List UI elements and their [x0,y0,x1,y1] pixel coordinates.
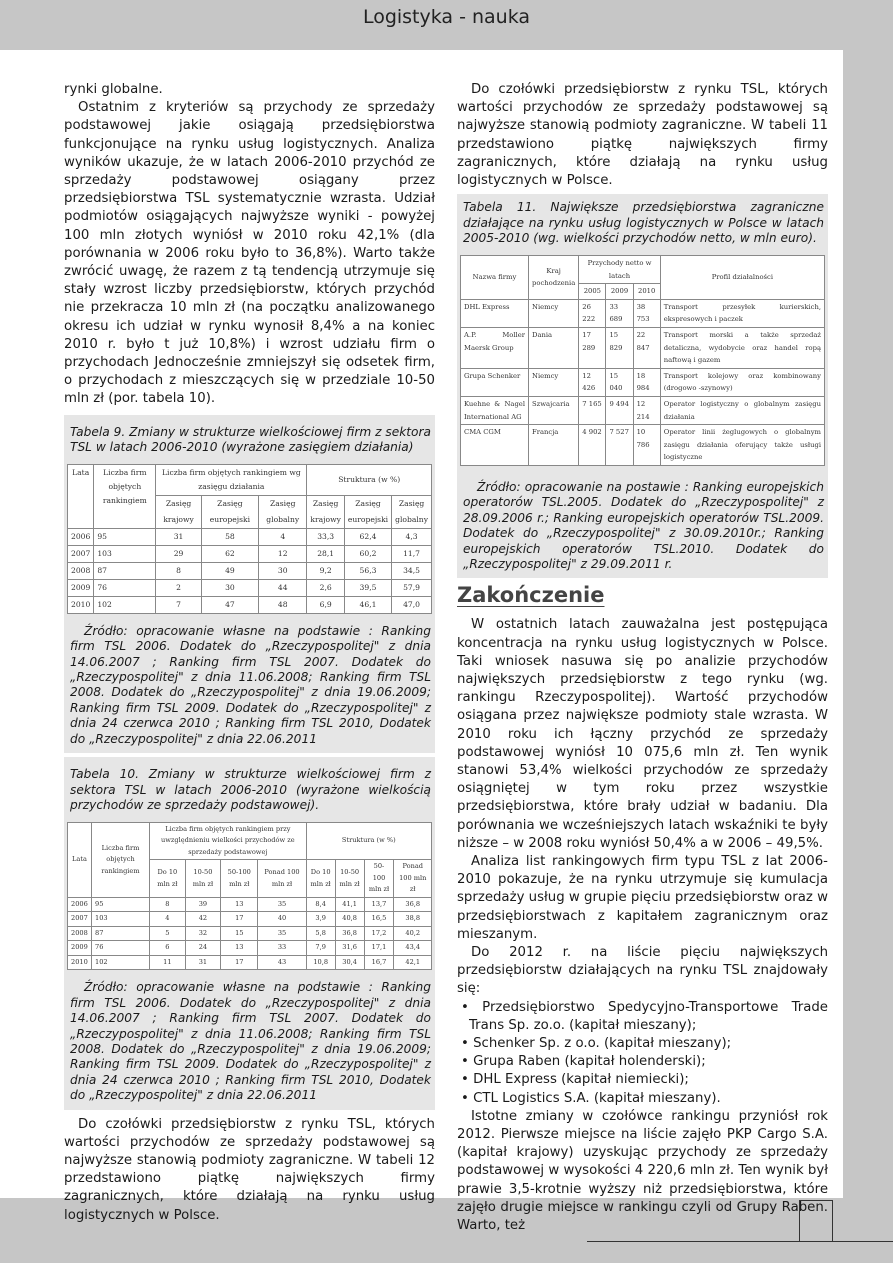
table-cell: 7,9 [306,941,335,956]
table-cell: 17 [221,955,258,970]
table-row [68,579,432,596]
table-cell: 43,4 [394,941,432,956]
table-cell: 42 [185,912,220,927]
bullet-list [457,999,828,1108]
table-10-caption: Tabela 10. Zmiany w strukturze wielkościowej firm z sektora TSL w latach 2006-2010 (wyrażone wielkością przychodów ze sprzedaży podstawowej). [64,757,435,820]
table-cell: 76 [92,941,150,956]
col-header: Profil działalności [660,256,824,300]
list-item [457,1053,828,1071]
table-cell: 38,8 [394,912,432,927]
table-cell: 47,0 [392,596,432,613]
table-cell: 8 [156,562,201,579]
table-row [68,912,432,927]
col-header: Liczba firm objętych rankingiem przy uwzględnieniu wielkości przychodów ze sprzedaży podstawowej [150,822,307,860]
col-header: Przychody netto w latach [579,256,660,284]
table-cell: 29 [156,545,201,562]
col-subheader: europejski [201,512,258,529]
col-subheader: 2005 [579,284,606,300]
col-header: Nazwa firmy [461,256,529,300]
table-cell: Szwajcaria [529,396,579,424]
col-subheader: krajowy [307,512,344,529]
table-row [461,425,825,466]
list-item [457,1071,828,1089]
paragraph: Istotne zmiany w czołówce rankingu przyniósł rok 2012. Pierwsze miejsce na liście zajęło PKP Cargo S.A. (kapitał krajowy) uzyskując przychody ze sprzedaży podstawowej w wysokości 4 220,6 mln zł. Ten wynik był prawie 3,5-krotnie wyższy niż przedsiębiorstwa, które zajęło drugie miejsce w rankingu czyli od Grupy Raben. Warto, też [457,1108,828,1234]
table-cell: 87 [92,926,150,941]
col-subheader: Zasięg [156,495,201,512]
table-cell: 33,3 [307,528,344,545]
paragraph: Do czołówki przedsiębiorstw z rynku TSL, których wartości przychodów ze sprzedaży podstawowej są najwyższe stanowią podmioty zagraniczne. W tabeli 11 przedstawiono piątkę największych firmy zagranicznych, które działają na rynku usług logistycznych w Polsce. [457,82,828,189]
table-cell: 8 [150,897,186,912]
table-cell: 30 [201,579,258,596]
section-heading: Zakończenie [457,583,605,608]
table-cell: 36,8 [335,926,364,941]
bullet-icon: • [461,999,483,1015]
table-cell: 2008 [68,562,94,579]
table-cell: 2009 [68,941,92,956]
table-cell: 18 984 [633,368,660,396]
table-cell: 7 [156,596,201,613]
table-cell: Grupa Schenker [461,368,529,396]
col-subheader: Zasięg [259,495,307,512]
paragraph: Do 2012 r. na liście pięciu największych przedsiębiorstw działających na rynku TSL znajdowały się: [457,945,828,997]
table-cell: Niemcy [529,368,579,396]
table-cell: 31 [156,528,201,545]
table-cell: 31 [185,955,220,970]
left-column [64,81,435,1225]
table-cell: 17,2 [364,926,394,941]
table-cell: 11 [150,955,186,970]
col-header: Lata [68,822,92,897]
table-cell: A.P. Moller Maersk Group [461,327,529,368]
table-cell: Transport przesyłek kurierskich, ekspresowych i paczek [660,299,824,327]
table-cell: 103 [94,545,156,562]
table-cell: 102 [94,596,156,613]
table-cell: 10,8 [306,955,335,970]
list-item-text: Przedsiębiorstwo Spedycyjno-Transportowe Trade Trans Sp. zo.o. (kapitał mieszany); [469,999,828,1033]
list-item [457,999,828,1035]
table-cell: 33 689 [606,299,633,327]
table-cell: 40 [258,912,306,927]
col-subheader: globalny [392,512,432,529]
col-header: Liczba firm objętych rankingiem [94,464,156,528]
table-11-caption: Tabela 11. Największe przedsiębiorstwa zagraniczne działające na rynku usług logistycznych w Polsce w latach 2005-2010 (wg. wielkości przychodów netto, w mln euro). [457,194,828,253]
col-subheader: Zasięg [307,495,344,512]
table-cell: 47 [201,596,258,613]
table-cell: 26 222 [579,299,606,327]
table-cell: 49 [201,562,258,579]
table-cell: 9 494 [606,396,633,424]
table-cell: 4 [150,912,186,927]
table-cell: CMA CGM [461,425,529,466]
col-subheader: Zasięg [392,495,432,512]
bullet-icon: • [461,1036,474,1052]
table-9-block [64,415,435,753]
list-item-text: CTL Logistics S.A. (kapitał mieszany). [473,1090,721,1106]
table-cell: 11,7 [392,545,432,562]
table-cell: 17 [221,912,258,927]
table-cell: 76 [94,579,156,596]
table-cell: 2006 [68,897,92,912]
table-row [68,596,432,613]
col-header: Kraj pochodzenia [529,256,579,300]
table-cell: 36,8 [394,897,432,912]
table-cell: 87 [94,562,156,579]
paragraph: W ostatnich latach zauważalna jest postępująca koncentracja na rynku usług logistycznych w Polsce. Taki wniosek nasuwa się po analizie przychodów największych przedsiębiorstw z tego rynku (wg. rankingu Rzeczypospolitej). Wartość przychodów osiągana przez największe podmioty stale wzrasta. W 2010 roku ich łączny przychód ze sprzedaży podstawowej wyniósł 10 075,6 mln zł. Ten wynik stanowi 53,4% wielkości przychodów ze sprzedaży osiągniętej w tym roku przez wszystkie przedsiębiorstwa, które brały udział w badaniu. Dla porównania we wcześniejszych latach wskaźniki te były niższe – w 2008 roku wyniósł 50,4% a w 2006 – 49,5%. [457,617,828,851]
table-cell: 2007 [68,545,94,562]
table-cell: 60,2 [344,545,391,562]
col-subheader: 50-100 mln zł [364,860,394,898]
table-cell: 24 [185,941,220,956]
table-cell: 62,4 [344,528,391,545]
footer-rule [587,1241,893,1242]
table-cell: Dania [529,327,579,368]
table-cell: 95 [92,897,150,912]
list-item-text: DHL Express (kapitał niemiecki); [473,1072,689,1088]
list-item-text: Grupa Raben (kapitał holenderski); [473,1054,706,1070]
table-cell: 4,3 [392,528,432,545]
col-subheader: Ponad 100 mln zł [258,860,306,898]
table-cell: 2010 [68,955,92,970]
table-cell: 15 [221,926,258,941]
table-cell: Transport kolejowy oraz kombinowany (drogowo -szynowy) [660,368,824,396]
table-cell: 33 [258,941,306,956]
table-cell: 5,8 [306,926,335,941]
table-row [68,897,432,912]
right-margin-strip [843,50,893,1198]
col-subheader: 2010 [633,284,660,300]
table-cell: 4 [259,528,307,545]
table-row [68,528,432,545]
table-cell: Operator logistyczny o globalnym zasięgu działania [660,396,824,424]
table-cell: DHL Express [461,299,529,327]
list-item [457,1090,828,1108]
table-row [461,299,825,327]
table-cell: 17 289 [579,327,606,368]
table-row [68,926,432,941]
table-cell: 38 753 [633,299,660,327]
table-cell: 16,5 [364,912,394,927]
table-cell: 2007 [68,912,92,927]
table-cell: 28,1 [307,545,344,562]
table-9-caption: Tabela 9. Zmiany w strukturze wielkościowej firm z sektora TSL w latach 2006-2010 (wyrażone zasięgiem działania) [64,415,435,462]
table-cell: 39 [185,897,220,912]
table-row [461,396,825,424]
table-cell: 58 [201,528,258,545]
col-subheader: 50-100 mln zł [221,860,258,898]
paragraph: Ostatnim z kryteriów są przychody ze sprzedaży podstawowej jakie osiągają przedsiębiorstwa funkcjonujące na rynku usług logistycznych. Analiza wyników ukazuje, że w latach 2006-2010 przychód ze sprzedaży podstawowej osiągany przez przedsiębiorstwa TSL systematycznie wzrasta. Udział podmiotów osiągających najwyższe wyniki - powyżej 100 mln złotych wyniósł w 2010 roku 42,1% (dla porównania w 2006 roku było to 36,8%). Warto także zwrócić uwagę, że razem z tą tendencją utrzymuje się stały wzrost liczby przedsiębiorstw, których przychód nie przekracza 10 mln zł (na początku analizowanego okresu ich udział w rynku wynosił 8,4% a na koniec 2010 r. było t już 10,8%) i wzrost udziału firm o przychodach Jednocześnie zmniejszył się odsetek firm, o przychodach z mieszczących się w przedziale 10-50 mln zł (por. tabela 10). [64,100,435,407]
table-cell: 40,8 [335,912,364,927]
table-cell: 8,4 [306,897,335,912]
table-cell: 95 [94,528,156,545]
table-cell: 3,9 [306,912,335,927]
bullet-icon: • [461,1054,474,1070]
col-subheader: Ponad 100 mln zł [394,860,432,898]
col-subheader: 2009 [606,284,633,300]
list-item-text: Schenker Sp. z o.o. (kapitał mieszany); [473,1036,732,1052]
paragraph: Do czołówki przedsiębiorstw z rynku TSL, których wartości przychodów ze sprzedaży podstawowej są najwyższe stanowią podmioty zagraniczne. W tabeli 12 przedstawiono piątkę największych firmy zagranicznych, które działają na rynku usług logistycznych w Polsce. [64,1116,435,1223]
col-subheader: Do 10 mln zł [306,860,335,898]
table-row [461,368,825,396]
table-cell: 17,1 [364,941,394,956]
table-row [461,327,825,368]
table-10-block [64,757,435,1110]
table-row [68,955,432,970]
table-cell: 39,5 [344,579,391,596]
page-header-title: Logistyka - nauka [362,6,531,28]
table-cell: 13 [221,941,258,956]
table-cell: Niemcy [529,299,579,327]
table-cell: 2010 [68,596,94,613]
table-cell: 56,3 [344,562,391,579]
table-cell: 15 829 [606,327,633,368]
right-column [457,81,828,1235]
table-body [461,299,825,465]
col-subheader: Zasięg [344,495,391,512]
table-cell: 7 165 [579,396,606,424]
table-cell: 41,1 [335,897,364,912]
table-cell: 16,7 [364,955,394,970]
table-body [68,528,432,613]
bullet-icon: • [461,1072,474,1088]
paragraph: rynki globalne. [64,82,163,97]
col-header: Liczba firm objętych rankingiem wg zasięgu działania [156,464,307,495]
table-cell: 7 527 [606,425,633,466]
table-10 [64,820,435,973]
table-cell: 43 [258,955,306,970]
col-header: Liczba firm objętych rankingiem [92,822,150,897]
table-cell: 46,1 [344,596,391,613]
table-cell: 103 [92,912,150,927]
table-9-source: Źródło: opracowanie własne na podstawie : Ranking firm TSL 2006. Dodatek do „Rzeczypospolitej" z dnia 14.06.2007 ; Ranking firm TSL 2007. Dodatek do „Rzeczypospolitej" z dnia 11.06.2008; Ranking firm TSL 2008. Dodatek do „Rzeczypospolitej" z dnia 19.06.2009; Ranking firm TSL 2009. Dodatek do „Rzeczypospolitej" z dnia 24 czerwca 2010 ; Ranking firm TSL 2010, Dodatek do „Rzeczypospolitej" z dnia 22.06.2011 [64,616,435,753]
table-cell: 12 [259,545,307,562]
col-subheader: 10-50 mln zł [185,860,220,898]
table-cell: 6,9 [307,596,344,613]
table-cell: 102 [92,955,150,970]
col-header: Lata [68,464,94,528]
col-subheader: Do 10 mln zł [150,860,186,898]
table-cell: 5 [150,926,186,941]
table-cell: 12 214 [633,396,660,424]
table-cell: 32 [185,926,220,941]
table-9 [64,462,435,616]
table-cell: 35 [258,897,306,912]
table-row [68,562,432,579]
table-cell: 2,6 [307,579,344,596]
table-body [68,897,432,970]
table-cell: 35 [258,926,306,941]
table-cell: 34,5 [392,562,432,579]
table-cell: Francja [529,425,579,466]
table-cell: 2008 [68,926,92,941]
col-header: Struktura (w %) [307,464,432,495]
table-cell: Transport morski a także sprzedaż detaliczna, wydobycie oraz handel ropą naftową i gazem [660,327,824,368]
table-10-source: Źródło: opracowanie własne na podstawie : Ranking firm TSL 2006. Dodatek do „Rzeczypospolitej" z dnia 14.06.2007 ; Ranking firm TSL 2007. Dodatek do „Rzeczypospolitej" z dnia 11.06.2008; Ranking firm TSL 2008. Dodatek do „Rzeczypospolitej" z dnia 19.06.2009; Ranking firm TSL 2009. Dodatek do „Rzeczypospolitej" z dnia 24 czerwca 2010 ; Ranking firm TSL 2010, Dodatek do „Rzeczypospolitej" z dnia 22.06.2011 [64,972,435,1109]
table-cell: 42,1 [394,955,432,970]
table-cell: 62 [201,545,258,562]
table-cell: 4 902 [579,425,606,466]
table-cell: 9,2 [307,562,344,579]
table-cell: 6 [150,941,186,956]
table-cell: 48 [259,596,307,613]
table-cell: 15 040 [606,368,633,396]
table-cell: 2 [156,579,201,596]
table-cell: 13 [221,897,258,912]
table-cell: 40,2 [394,926,432,941]
table-row [68,545,432,562]
table-row [68,941,432,956]
table-11-source: Źródło: opracowanie na postawie : Ranking europejskich operatorów TSL.2005. Dodatek do „Rzeczypospolitej" z 28.09.2006 r.; Ranking europejskich operatorów TSL.2009. Dodatek do „Rzeczypospolitej" z 30.09.2010r.; Ranking europejskich operatorów TSL.2010. Dodatek do „Rzeczypospolitej" z 29.09.2011 r. [457,468,828,578]
col-subheader: globalny [259,512,307,529]
table-cell: 13,7 [364,897,394,912]
table-cell: 2009 [68,579,94,596]
col-subheader: krajowy [156,512,201,529]
col-subheader: 10-50 mln zł [335,860,364,898]
table-cell: Operator linii żeglugowych o globalnym zasięgu działania oferujący także usługi logistyczne [660,425,824,466]
list-item [457,1035,828,1053]
table-cell: 30,4 [335,955,364,970]
bullet-icon: • [461,1090,474,1106]
table-cell: 44 [259,579,307,596]
table-cell: 10 786 [633,425,660,466]
table-cell: 2006 [68,528,94,545]
col-subheader: Zasięg [201,495,258,512]
table-cell: Kuehne & Nagel International AG [461,396,529,424]
table-cell: 30 [259,562,307,579]
header-bar [0,0,893,50]
table-cell: 57,9 [392,579,432,596]
table-cell: 31,6 [335,941,364,956]
table-11-block [457,194,828,578]
table-11 [457,253,828,468]
table-cell: 12 426 [579,368,606,396]
table-cell: 22 847 [633,327,660,368]
col-header: Struktura (w %) [306,822,431,860]
paragraph: Analiza list rankingowych firm typu TSL z lat 2006-2010 pokazuje, że na rynku utrzymuje się kumulacja sprzedaży usług w grupie pięciu przedsiębiorstw oraz w przedsiębiorstwach z kapitałem zagranicznym oraz mieszanym. [457,853,828,942]
col-subheader: europejski [344,512,391,529]
